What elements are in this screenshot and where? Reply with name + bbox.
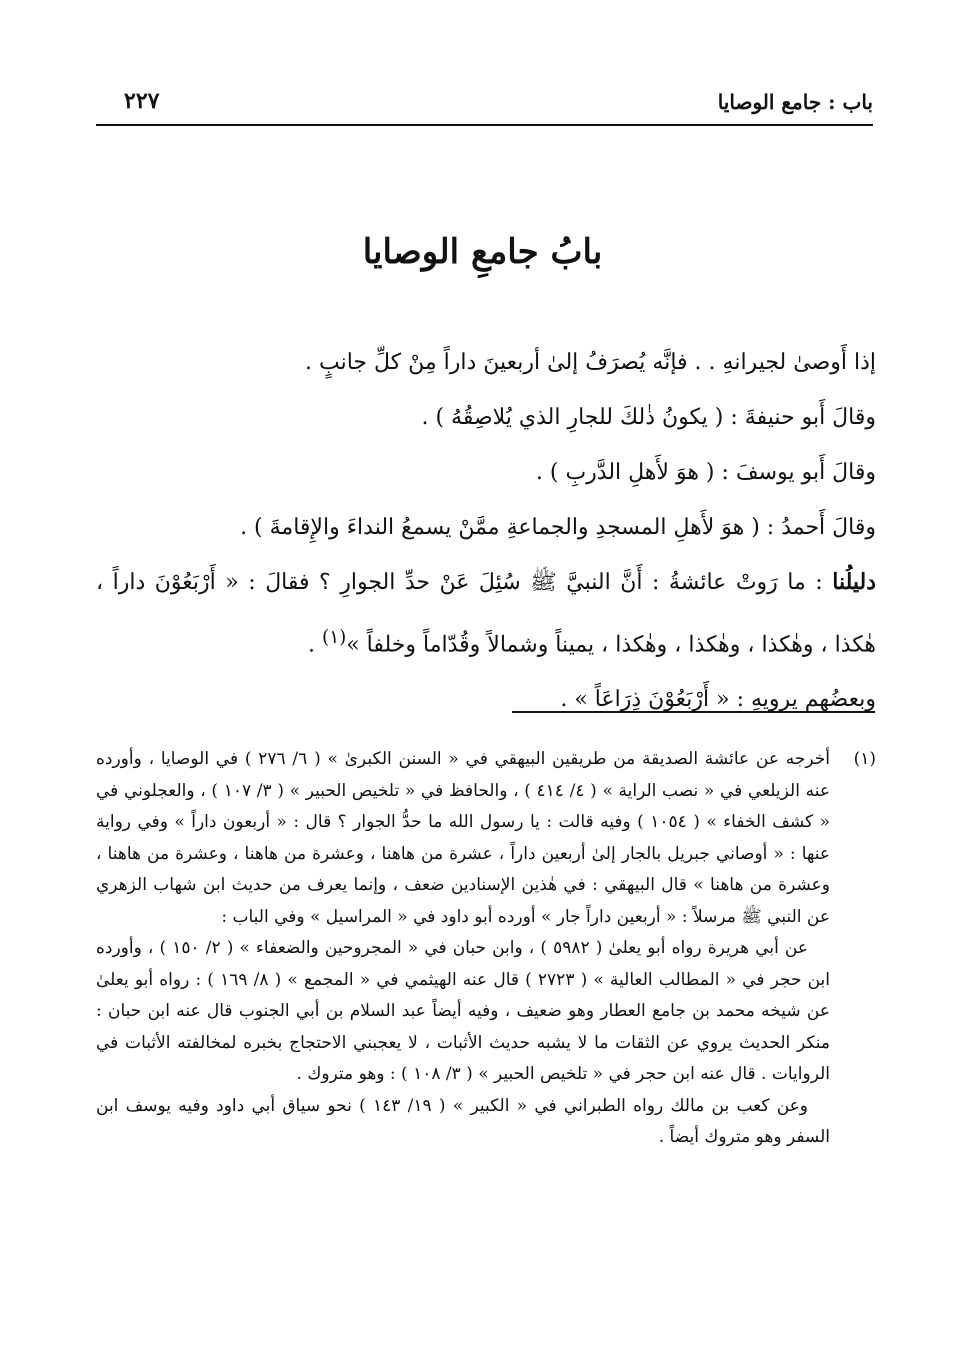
footnote-paragraph: وعن كعب بن مالك رواه الطبراني في « الكبير » ( ١٩/ ١٤٣ ) نحو سياق أبي داود وفيه يوسف ابن السفر وهو متروك أيضاً . [96,1095,830,1147]
main-line: إذا أَوصىٰ لجيرانهِ . . فإنَّه يُصرَفُ إلىٰ أربعينَ داراً مِنْ كلِّ جانبٍ . [304,350,876,375]
main-text [96,335,876,727]
evidence-label: دليلُنا [832,569,876,595]
running-header-title: باب : جامع الوصايا [717,90,873,114]
evidence-paragraph [96,555,876,672]
footnote-marker: (١) [853,749,876,769]
footnote-paragraph: أخرجه عن عائشة الصديقة من طريقين البيهقي في « السنن الكبرىٰ » ( ٦/ ٢٧٦ ) في الوصايا ، وأورده عنه الزيلعي في « نصب الراية » ( ٤/ ٤١٤ ) ، والحافظ في « تلخيص الحبير » ( ٣/ ١٠٧ ) ، والعجلوني في « كشف الخفاء » ( ١٠٥٤ ) وفيه قالت : يا رسول الله ما حدُّ الجوار ؟ قال : « أربعون داراً » وفي رواية عنها : « أوصاني جبريل بالجار إلىٰ أربعين داراً ، عشرة من هاهنا ، وعشرة من هاهنا ، وعشرة من هاهنا ، وعشرة من هاهنا » قال البيهقي : في هٰذين الإسنادين ضعف ، وإنما يعرف من حديث ابن شهاب الزهري عن النبي ﷺ مرسلاً : « أربعين داراً جار » أورده أبو داود في « المراسيل » وفي الباب : [96,749,830,927]
footnote-paragraph: عن أبي هريرة رواه أبو يعلىٰ ( ٥٩٨٢ ) ، وابن حبان في « المجروحين والضعفاء » ( ٢/ ١٥٠ ) ، وأورده ابن حجر في « المطالب العالية » ( ٢٧٢٣ ) قال عنه الهيثمي في « المجمع » ( ٨/ ١٦٩ ) : رواه أبو يعلىٰ عن شيخه محمد بن جامع العطار وهو ضعيف ، وفيه أيضاً عبد السلام بن أبي الجنوب قال عنه ابن حبان : منكر الحديث يروي عن الثقات ما لا يشبه حديث الأثبات ، لا يعجبني الاحتجاج بخبره لمخالفته الأثبات في الروايات . قال عنه ابن حجر في « تلخيص الحبير » ( ٣/ ١٠٨ ) : وهو متروك . [96,938,831,1084]
main-line: وقالَ أَحمدُ : ( هوَ لأَهلِ المسجدِ والجماعةِ ممَّنْ يسمعُ النداءَ والإِقامةَ ) . [240,515,876,540]
page-number: ٢٢٧ [124,88,160,114]
main-line: وقالَ أَبو يوسفَ : ( هوَ لأَهلِ الدَّربِ ) . [535,460,876,485]
footnote-separator [512,711,875,713]
evidence-end: . [308,632,323,658]
footnote [96,744,876,1154]
main-line: وقالَ أَبو حنيفةَ : ( يكونُ ذٰلكَ للجارِ الذي يُلاصِقُهُ ) . [421,405,876,430]
footnotes [96,744,876,1154]
main-line: وبعضُهم يرويهِ : « أَرْبَعُوْنَ ذِرَاعَاً » . [560,687,876,713]
evidence-text: : ما رَوتْ عائشةُ : أَنَّ النبيَّ ﷺ سُئِلَ عَنْ حدِّ الجوارِ ؟ فقالَ : « أَرْبَعُوْنَ داراً ، هٰكذا ، وهٰكذا ، وهٰكذا ، وهٰكذا ، يميناً وشمالاً وقُدّاماً وخلفاً » [96,570,876,658]
footnote-reference[interactable]: (١) [322,627,347,648]
running-header [96,86,873,126]
chapter-title: بابُ جامعِ الوصايا [362,232,603,272]
